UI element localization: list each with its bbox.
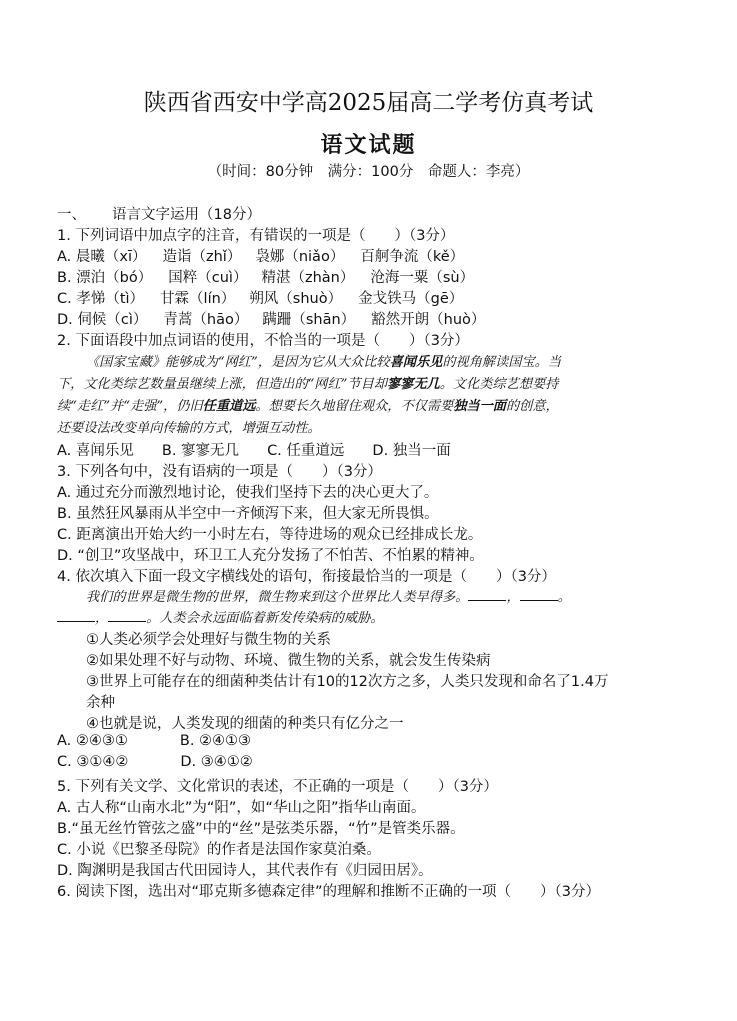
q4-option-c: C. ③①④② — [57, 754, 129, 770]
q4-options-row-1 — [57, 733, 251, 749]
q2-option-b: B. 寥寥无几 — [161, 443, 240, 459]
blank-4 — [108, 609, 146, 622]
q2-passage-line-1 — [86, 351, 561, 370]
q2-passage-line-2 — [57, 373, 558, 392]
q1-option-d — [57, 308, 485, 329]
q1-d-1: D. 伺候（cì） — [57, 312, 148, 328]
q4-p2: 人类会永远面临着新发传染病的威胁。 — [159, 611, 384, 626]
exam-meta: （时间：80分钟 满分：100分 命题人：李亮） — [207, 164, 530, 180]
q5-stem: 5. 下列有关文学、文化常识的表述，不正确的一项是（ ）（3分） — [57, 779, 498, 795]
q2-option-a: A. 喜闻乐见 — [57, 443, 134, 459]
blank-1 — [468, 588, 506, 601]
q2-p2a: 下，文化类综艺数量虽继续上涨，但造出的“网红”节目却 — [57, 377, 387, 392]
q1-b-3: 精湛（zhàn） — [261, 270, 355, 286]
q1-stem: 1. 下列词语中加点字的注音，有错误的一项是（ ）（3分） — [57, 228, 455, 244]
q2-term-2: 寥寥无几 — [386, 377, 440, 392]
q4-sentence-3a: ③世界上可能存在的细菌种类估计有10的12次方之多，人类只发现和命名了1.4万 — [86, 674, 609, 690]
q2-p1a: 《国家宝藏》能够成为“网红”，是因为它从大众比较 — [86, 355, 390, 370]
section-heading — [57, 203, 261, 224]
q3-option-b: B. 虽然狂风暴雨从半空中一齐倾泻下来，但大家无所畏惧。 — [57, 506, 439, 522]
exam-title: 陕西省西安中学高2025届高二学考仿真考试 — [143, 90, 594, 116]
q1-option-c — [57, 287, 463, 308]
section-number: 一、 — [57, 207, 86, 223]
q1-a-1: A. 晨曦（xī） — [57, 249, 147, 265]
q3-option-a: A. 通过充分而激烈地讨论，使我们坚持下去的决心更大了。 — [57, 485, 439, 501]
q4-sentence-3b: 余种 — [86, 695, 115, 711]
blank-3 — [57, 609, 95, 622]
q1-d-4: 豁然开朗（huò） — [371, 312, 486, 328]
q2-term-1: 喜闻乐见 — [389, 355, 443, 370]
q3-option-c: C. 距离演出开始大约一小时左右，等待进场的观众已经排成长龙。 — [57, 527, 483, 543]
q2-p3a: 续“走红”并“走强”，仍旧 — [57, 399, 203, 414]
q4-stem: 4. 依次填入下面一段文字横线处的语句，衔接最恰当的一项是（ ）（3分） — [57, 569, 556, 585]
q1-a-3: 袅娜（niǎo） — [255, 249, 345, 265]
q5-option-a: A. 古人称“山南水北”为“阳”，如“华山之阳”指华山南面。 — [57, 800, 426, 816]
q6-stem: 6. 阅读下图，选出对“耶克斯多德森定律”的理解和推断不正确的一项（ ）（3分） — [57, 884, 600, 900]
section-label: 语言文字运用（18分） — [112, 207, 261, 223]
q2-p2c: 。文化类综艺想要持 — [439, 377, 559, 392]
q1-c-1: C. 孝悌（tì） — [57, 291, 145, 307]
q4-option-d: D. ③④①② — [180, 754, 253, 770]
q4-sentence-1: ①人类必须学会处理好与微生物的关系 — [86, 632, 331, 648]
q1-option-a — [57, 245, 464, 266]
q5-option-d: D. 陶渊明是我国古代田园诗人，其代表作有《归园田居》。 — [57, 863, 433, 879]
q1-c-4: 金戈铁马（gē） — [358, 291, 464, 307]
q1-c-3: 朔风（shuò） — [249, 291, 343, 307]
q2-p3e: 的创意， — [505, 399, 559, 414]
q1-a-4: 百舸争流（kě） — [360, 249, 465, 265]
q1-b-2: 国粹（cuì） — [168, 270, 248, 286]
q4-option-a: A. ②④③① — [57, 733, 128, 749]
q1-c-2: 甘霖（lín） — [160, 291, 236, 307]
q2-option-d: D. 独当一面 — [372, 443, 451, 459]
q4-options-row-2 — [57, 754, 253, 770]
q2-p3c: 。想要长久地留住观众，不仅需要 — [255, 399, 454, 414]
q4-option-b: B. ②④①③ — [179, 733, 252, 749]
q1-b-1: B. 漂泊（bó） — [57, 270, 153, 286]
q3-stem: 3. 下列各句中，没有语病的一项是（ ）（3分） — [57, 464, 382, 480]
q5-option-b: B.“虽无丝竹管弦之盛”中的“丝”是弦类乐器，“竹”是管类乐器。 — [57, 821, 465, 837]
q4-passage-line-2: ， 。人类会永远面临着新发传染病的威胁。 — [57, 607, 384, 626]
q4-sentence-4: ④也就是说，人类发现的细菌的种类只有亿分之一 — [86, 716, 404, 732]
q4-sentence-2: ②如果处理不好与动物、环境、微生物的关系，就会发生传染病 — [86, 653, 491, 669]
q3-option-d: D. “创卫”攻坚战中，环卫工人充分发扬了不怕苦、不怕累的精神。 — [57, 548, 484, 564]
q1-option-b — [57, 266, 474, 287]
q4-passage-line-1: 我们的世界是微生物的世界，微生物来到这个世界比人类早得多。 ， 。 — [86, 590, 571, 605]
q2-options — [57, 439, 451, 460]
blank-2 — [520, 588, 558, 601]
q2-term-3: 任重道远 — [202, 399, 256, 414]
q2-p1c: 的视角解读国宝。当 — [442, 355, 562, 370]
q1-d-2: 青蒿（hāo） — [163, 312, 249, 328]
q1-a-2: 造诣（zhǐ） — [162, 249, 242, 265]
q2-option-c: C. 任重道远 — [267, 443, 345, 459]
q4-p1: 我们的世界是微生物的世界，微生物来到这个世界比人类早得多。 — [86, 590, 469, 605]
q2-passage-line-4: 还要设法改变单向传输的方式，增强互动性。 — [57, 421, 321, 436]
q2-term-4: 独当一面 — [453, 399, 506, 414]
q2-stem: 2. 下面语段中加点词语的使用，不恰当的一项是（ ）（3分） — [57, 333, 469, 349]
q2-passage-line-3 — [57, 395, 559, 414]
subject-title: 语文试题 — [320, 132, 417, 158]
q1-d-3: 蹒跚（shān） — [262, 312, 356, 328]
q5-option-c: C. 小说《巴黎圣母院》的作者是法国作家莫泊桑。 — [57, 842, 381, 858]
q1-b-4: 沧海一粟（sù） — [370, 270, 475, 286]
